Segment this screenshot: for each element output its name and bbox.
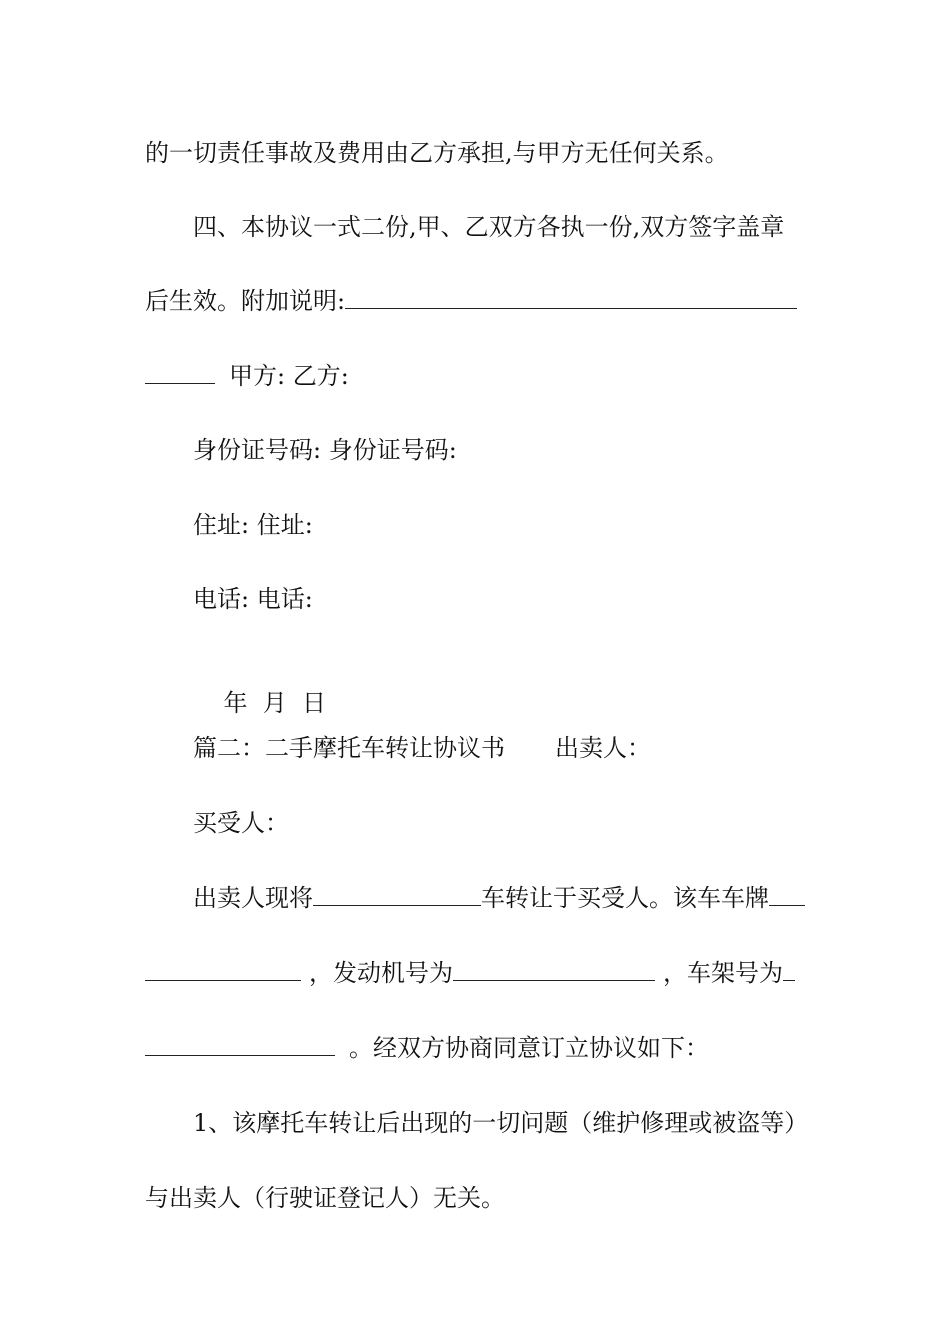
text-transfer-start: 出卖人现将 xyxy=(193,884,313,912)
blank-vehicle xyxy=(313,883,481,906)
blank-engine-number xyxy=(453,958,655,981)
text-clause-one: 1、该摩托车转让后出现的一切问题（维护修理或被盗等） xyxy=(193,1109,809,1137)
text-seller-label: 出卖人： xyxy=(555,734,651,762)
paragraph-engine-frame xyxy=(145,958,810,988)
paragraph-address xyxy=(193,510,810,540)
text-phone-labels: 电话: 电话: xyxy=(193,585,313,613)
paragraph-section-two-title xyxy=(193,733,810,763)
text-address-labels: 住址: 住址: xyxy=(193,511,313,539)
paragraph-signature-parties xyxy=(145,361,810,391)
paragraph-agreement xyxy=(145,1033,810,1063)
text-agreement: 。经双方协商同意订立协议如下： xyxy=(349,1034,709,1062)
paragraph-id-number xyxy=(193,435,810,465)
section-title: 篇二：二手摩托车转让协议书 xyxy=(193,734,505,762)
text-date-labels: 年 月 日 xyxy=(223,689,327,717)
paragraph-clause-four xyxy=(193,212,810,242)
text-clause-four: 四、本协议一式二份,甲、乙双方各执一份,双方签字盖章 xyxy=(193,213,785,241)
paragraph-buyer xyxy=(193,808,810,838)
text-engine-label: ，发动机号为 xyxy=(309,959,453,987)
blank-frame-number-cont xyxy=(145,1033,335,1056)
text-party-labels: 甲方: 乙方: xyxy=(229,362,349,390)
text-transfer-middle: 车转让于买受人。该车车牌 xyxy=(481,884,769,912)
paragraph-clause-one-cont xyxy=(145,1183,810,1213)
text-additional-notes-label: 后生效。附加说明: xyxy=(145,287,346,315)
text-buyer-label: 买受人： xyxy=(193,809,289,837)
blank-plate-cont xyxy=(145,958,301,981)
paragraph-clause-one xyxy=(193,1108,810,1138)
paragraph-additional-notes xyxy=(145,286,810,316)
text-id-number-labels: 身份证号码: 身份证号码: xyxy=(193,436,457,464)
paragraph-liability xyxy=(145,138,810,168)
blank-additional-notes xyxy=(345,286,797,309)
blank-plate xyxy=(769,883,805,906)
text-liability: 的一切责任事故及费用由乙方承担,与甲方无任何关系。 xyxy=(145,139,729,167)
text-frame-label: ，车架号为 xyxy=(663,959,783,987)
paragraph-transfer xyxy=(193,883,810,913)
paragraph-phone xyxy=(193,584,810,614)
blank-frame-number xyxy=(783,958,795,981)
blank-additional-notes-cont xyxy=(145,361,215,384)
text-clause-one-cont: 与出卖人（行驶证登记人）无关。 xyxy=(145,1184,505,1212)
